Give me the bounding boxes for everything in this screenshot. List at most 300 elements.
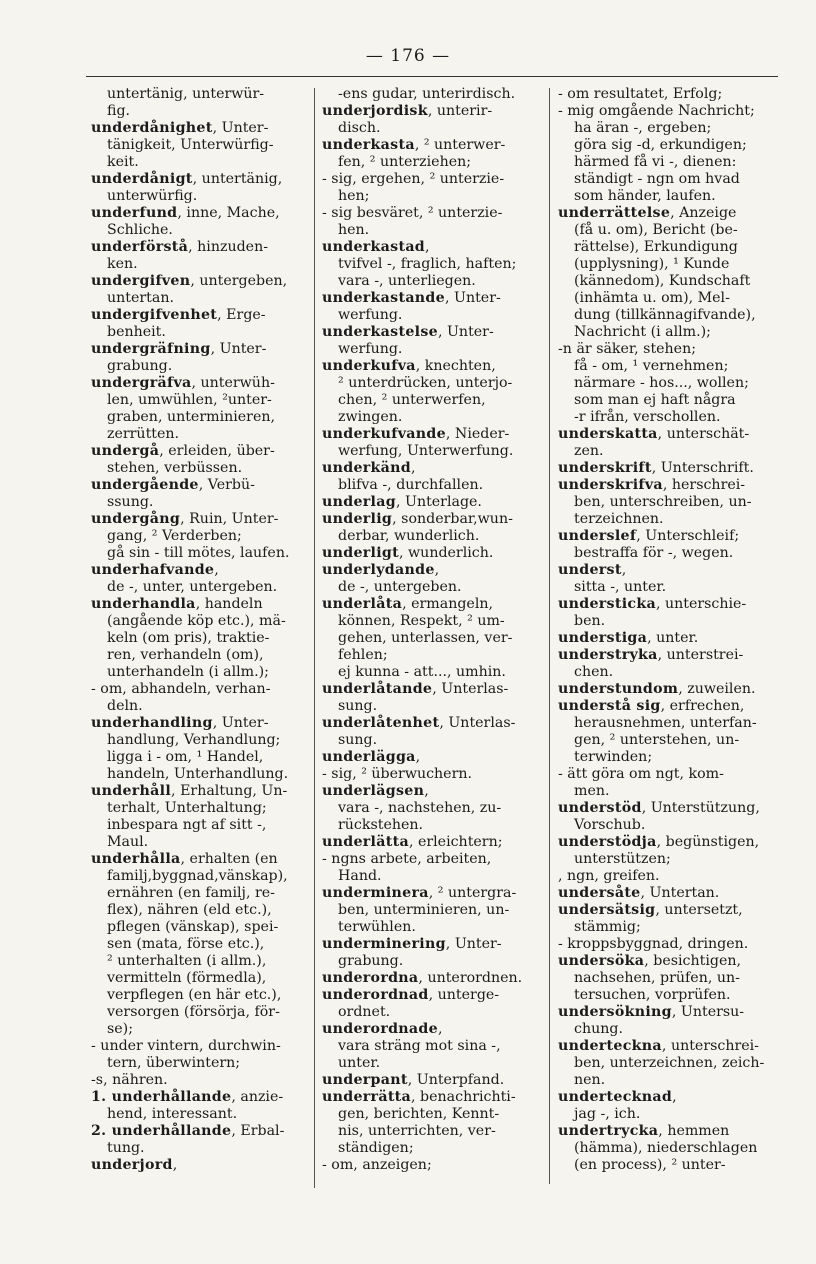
dictionary-text-line [322,647,544,664]
definition-text: (få u. om), Bericht (be- [574,222,738,238]
dictionary-text-line [322,392,544,409]
definition-text: , Unter- [444,290,501,306]
definition-text: , Unterlas- [439,715,516,731]
headword: underlägga [322,749,416,765]
headword: underrätta [322,1089,412,1105]
definition-text: få - om, ¹ vernehmen; [574,358,729,374]
dictionary-headword-line [558,1038,778,1055]
definition-text: Nachricht (i allm.); [574,324,711,340]
dictionary-text-line [322,341,544,358]
headword: underlåta [322,596,403,612]
definition-text: stehen, verbüssen. [107,460,243,476]
definition-text: werfung, Unterwerfung. [338,443,514,459]
definition-text: terwühlen. [338,919,416,935]
definition-text: , erhalten (en [180,851,278,867]
dictionary-text-line [558,324,778,341]
headword: underkastelse [322,324,438,340]
definition-text: , erleichtern; [408,834,503,850]
definition-text: dung (tillkännagifvande), [574,307,756,323]
definition-text: unterhandeln (i allm.); [107,664,269,680]
dictionary-headword-line [322,715,544,732]
headword: underhafvande [91,562,215,578]
dictionary-text-line [91,154,309,171]
headword: underkastande [322,290,445,306]
dictionary-headword-line [91,562,309,579]
column-right [558,86,778,1174]
dictionary-text-line [91,664,309,681]
dictionary-headword-line [322,137,544,154]
dictionary-headword-line [91,341,309,358]
definition-text: - sig, ² überwuchern. [322,766,473,782]
definition-text: , begünstigen, [656,834,760,850]
headword: understöd [558,800,642,816]
definition-text: (en process), ² unter- [574,1157,726,1173]
dictionary-text-line [322,868,544,885]
dictionary-text-line [558,664,778,681]
definition-text: Maul. [107,834,149,850]
definition-text: , Unter- [212,120,269,136]
definition-text: , [434,562,440,578]
dictionary-headword-line [91,851,309,868]
definition-text: tänigkeit, Unterwürfig- [107,137,274,153]
definition-text: , knechten, [415,358,496,374]
definition-text: gehen, unterlassen, ver- [338,630,513,646]
dictionary-text-line [558,987,778,1004]
dictionary-headword-line [322,681,544,698]
definition-text: -s, nähren. [91,1072,168,1088]
headword: undertecknad [558,1089,673,1105]
headword: underförstå [91,239,189,255]
headword: undersätsig [558,902,656,918]
dictionary-text-line [91,86,309,103]
dictionary-headword-line [91,273,309,290]
dictionary-text-line [558,1106,778,1123]
definition-text: keln (om pris), traktie- [107,630,270,646]
definition-text: - sig besväret, ² unterzie- [322,205,503,221]
dictionary-text-line [91,324,309,341]
dictionary-text-line [91,579,309,596]
definition-text: versorgen (försörja, för- [107,1004,280,1020]
definition-text: , Unterlas- [432,681,509,697]
dictionary-text-line [322,1038,544,1055]
dictionary-text-line [91,256,309,273]
dictionary-headword-line [91,715,309,732]
definition-text: , [437,1021,443,1037]
definition-text: - ngns arbete, arbeiten, [322,851,492,867]
dictionary-text-line [558,1157,778,1174]
headword: underskrift [558,460,652,476]
headword: underdånigt [91,171,193,187]
dictionary-text-line [91,426,309,443]
headword: underdånighet [91,120,213,136]
headword: underhålla [91,851,181,867]
headword: underminera [322,885,429,901]
headword: underligt [322,545,400,561]
dictionary-text-line [322,375,544,392]
dictionary-text-line [558,970,778,987]
dictionary-headword-line [558,953,778,970]
dictionary-headword-line [322,562,544,579]
dictionary-text-line [91,1140,309,1157]
headword: underlig [322,511,393,527]
dictionary-text-line [322,800,544,817]
headword: underminering [322,936,446,952]
definition-text: , Unter- [445,936,502,952]
dictionary-text-line [558,1072,778,1089]
dictionary-text-line [322,902,544,919]
dictionary-text-line [322,222,544,239]
definition-text: närmare - hos..., wollen; [574,375,749,391]
definition-text: tung. [107,1140,145,1156]
headword: underordnade [322,1021,438,1037]
definition-text: sitta -, unter. [574,579,667,595]
dictionary-text-line [322,630,544,647]
definition-text: , Anzeige [670,205,737,221]
dictionary-text-line [91,970,309,987]
definition-text: , ² unterwer- [414,137,506,153]
definition-text: , unterwüh- [191,375,275,391]
definition-text: , sonderbar,wun- [392,511,513,527]
dictionary-text-line [558,715,778,732]
dictionary-headword-line [322,1072,544,1089]
definition-text: ben. [574,613,606,629]
dictionary-text-line [91,528,309,545]
definition-text: , Nieder- [445,426,510,442]
definition-text: unter. [338,1055,381,1071]
definition-text: ² unterdrücken, unterjo- [338,375,513,391]
headword: undersöka [558,953,645,969]
dictionary-text-line [91,103,309,120]
dictionary-text-line [558,86,778,103]
dictionary-headword-line [322,970,544,987]
definition-text: unterstützen; [574,851,671,867]
definition-text: ren, verhandeln (om), [107,647,264,663]
definition-text: - ätt göra om ngt, kom- [558,766,724,782]
definition-text: se); [107,1021,133,1037]
definition-text: nachsehen, prüfen, un- [574,970,740,986]
dictionary-text-line [91,919,309,936]
definition-text: , zuweilen. [678,681,756,697]
dictionary-text-line [558,613,778,630]
definition-text: , unterschrei- [661,1038,759,1054]
dictionary-text-line [558,749,778,766]
definition-text: vermitteln (förmedla), [107,970,267,986]
definition-text: göra sig -d, erkundigen; [574,137,747,153]
definition-text: nis, unterrichten, ver- [338,1123,496,1139]
headword: underpant [322,1072,408,1088]
definition-text: ha äran -, ergeben; [574,120,712,136]
definition-text: zerrütten. [107,426,180,442]
headword: understå sig [558,698,661,714]
definition-text: jag -, ich. [574,1106,641,1122]
definition-text: ssung. [107,494,154,510]
header-rule [86,76,778,77]
dictionary-text-line [558,409,778,426]
dictionary-headword-line [322,783,544,800]
definition-text: , unterordnen. [418,970,523,986]
dictionary-headword-line [322,834,544,851]
dictionary-text-line [91,953,309,970]
headword: underhåll [91,783,172,799]
dictionary-headword-line [91,205,309,222]
headword: underlåtande [322,681,433,697]
definition-text: , unterstrei- [657,647,744,663]
headword: underordna [322,970,419,986]
dictionary-text-line [322,86,544,103]
dictionary-headword-line [322,460,544,477]
definition-text: härmed få vi -, dienen: [574,154,737,170]
definition-text: , unterschie- [655,596,747,612]
definition-text: , Untertan. [640,885,720,901]
dictionary-text-line [558,732,778,749]
headword: underlag [322,494,396,510]
dictionary-headword-line [91,596,309,613]
dictionary-text-line [91,732,309,749]
dictionary-headword-line [558,800,778,817]
dictionary-headword-line [558,1089,778,1106]
definition-text: , [415,749,421,765]
dictionary-text-line [91,613,309,630]
definition-text: chen, ² unterwerfen, [338,392,486,408]
definition-text: - om, abhandeln, verhan- [91,681,271,697]
definition-text: , Untersu- [671,1004,745,1020]
dictionary-text-line [91,1106,309,1123]
definition-text: , Unterpfand. [407,1072,505,1088]
dictionary-headword-line [558,902,778,919]
headword: underslef [558,528,637,544]
definition-text: familj,byggnad,vänskap), [107,868,288,884]
definition-text: (hämma), niederschlagen [574,1140,758,1156]
definition-text: ordnet. [338,1004,391,1020]
headword: underrättelse [558,205,671,221]
headword: underlätta [322,834,409,850]
dictionary-text-line [322,919,544,936]
definition-text: -r ifrån, verschollen. [574,409,721,425]
definition-text: tvifvel -, fraglich, haften; [338,256,517,272]
definition-text: chen. [574,664,614,680]
dictionary-headword-line [91,1157,309,1174]
definition-text: , Ruin, Unter- [180,511,279,527]
definition-text: , [172,1157,178,1173]
definition-text: , herschrei- [662,477,746,493]
definition-text: handlung, Verhandlung; [107,732,281,748]
definition-text: , untersetzt, [655,902,743,918]
dictionary-headword-line [91,783,309,800]
dictionary-headword-line [558,885,778,902]
headword: undergång [91,511,181,527]
headword: underfund [91,205,178,221]
definition-text: rättelse), Erkundigung [574,239,738,255]
dictionary-headword-line [322,936,544,953]
dictionary-text-line [91,800,309,817]
dictionary-text-line [322,1004,544,1021]
dictionary-text-line [558,290,778,307]
definition-text: keit. [107,154,139,170]
dictionary-headword-line [558,528,778,545]
definition-text: de -, untergeben. [338,579,462,595]
definition-text: untertan. [107,290,174,306]
dictionary-text-line [558,1021,778,1038]
dictionary-headword-line [91,443,309,460]
dictionary-text-line [322,307,544,324]
dictionary-headword-line [322,749,544,766]
definition-text: gen, berichten, Kennt- [338,1106,500,1122]
dictionary-headword-line [558,1123,778,1140]
dictionary-text-line [322,120,544,137]
dictionary-text-line [558,936,778,953]
dictionary-headword-line [322,511,544,528]
dictionary-text-line [558,783,778,800]
dictionary-headword-line [91,375,309,392]
dictionary-headword-line [91,307,309,324]
definition-text: , ermangeln, [402,596,494,612]
definition-text: , Unterschrift. [651,460,754,476]
dictionary-text-line [322,817,544,834]
definition-text: (kännedom), Kundschaft [574,273,751,289]
definition-text: , unterge- [428,987,500,1003]
dictionary-text-line [322,1157,544,1174]
dictionary-text-line [558,511,778,528]
headword: understicka [558,596,656,612]
dictionary-headword-line [91,1089,309,1106]
definition-text: rückstehen. [338,817,424,833]
definition-text: (inhämta u. om), Mel- [574,290,730,306]
dictionary-text-line [91,766,309,783]
dictionary-text-line [91,290,309,307]
dictionary-text-line [91,698,309,715]
definition-text: nen. [574,1072,606,1088]
definition-text: benheit. [107,324,166,340]
dictionary-text-line [558,358,778,375]
definition-text: - om, anzeigen; [322,1157,432,1173]
headword: undergå [91,443,160,459]
definition-text: herausnehmen, unterfan- [574,715,757,731]
definition-text: - kroppsbyggnad, dringen. [558,936,749,952]
dictionary-text-line [322,953,544,970]
dictionary-headword-line [558,205,778,222]
headword: underhandling [91,715,213,731]
definition-text: , unterir- [427,103,493,119]
dictionary-headword-line [91,120,309,137]
definition-text: (angående köp etc.), mä- [107,613,286,629]
headword: underkufvande [322,426,446,442]
definition-text: , unterschät- [657,426,750,442]
definition-text: , ² untergra- [428,885,517,901]
dictionary-headword-line [322,239,544,256]
dictionary-headword-line [91,477,309,494]
dictionary-text-line [322,443,544,460]
definition-text: stämmig; [574,919,641,935]
definition-text: können, Respekt, ² um- [338,613,505,629]
dictionary-text-line [558,919,778,936]
headword: underjordisk [322,103,428,119]
dictionary-headword-line [322,426,544,443]
dictionary-headword-line [558,477,778,494]
definition-text: , wunderlich. [399,545,494,561]
definition-text: , Unter- [437,324,494,340]
dictionary-text-line [91,222,309,239]
dictionary-text-line [322,579,544,596]
dictionary-text-line [91,681,309,698]
definition-text: ständigt - ngn om hvad [574,171,740,187]
definition-text: , benachrichti- [411,1089,516,1105]
definition-text: vara sträng mot sina -, [338,1038,501,1054]
headword: underst [558,562,622,578]
definition-text: , [672,1089,677,1105]
definition-text: , untergeben, [190,273,288,289]
definition-text: -ens gudar, unterirdisch. [338,86,516,102]
definition-text: , Unterstützung, [641,800,760,816]
dictionary-headword-line [91,239,309,256]
headword: 1. underhållande [91,1089,232,1105]
definition-text: som händer, laufen. [574,188,716,204]
dictionary-text-line [91,834,309,851]
definition-text: grabung. [338,953,404,969]
headword: underkufva [322,358,416,374]
dictionary-headword-line [558,834,778,851]
definition-text: grabung. [107,358,173,374]
dictionary-headword-line [322,885,544,902]
headword: undergräfning [91,341,211,357]
definition-text: , [425,239,430,255]
headword: undergifven [91,273,191,289]
dictionary-text-line [558,766,778,783]
headword: understryka [558,647,658,663]
definition-text: derbar, wunderlich. [338,528,480,544]
dictionary-text-line [91,460,309,477]
definition-text: zwingen. [338,409,403,425]
dictionary-text-line [91,987,309,1004]
dictionary-text-line [322,409,544,426]
definition-text: werfung. [338,341,403,357]
dictionary-headword-line [322,596,544,613]
dictionary-headword-line [91,1123,309,1140]
column-left [91,86,309,1174]
headword: underskrifva [558,477,663,493]
definition-text: , Verbü- [198,477,255,493]
definition-text: - om resultatet, Erfolg; [558,86,723,102]
dictionary-text-line [322,1123,544,1140]
dictionary-headword-line [91,171,309,188]
headword: underlägsen [322,783,425,799]
dictionary-text-line [91,817,309,834]
headword: understödja [558,834,657,850]
dictionary-headword-line [322,324,544,341]
dictionary-text-line [558,222,778,239]
definition-text: hen; [338,188,370,204]
headword: underlydande [322,562,435,578]
dictionary-text-line [558,494,778,511]
headword: undersökning [558,1004,672,1020]
definition-text: - under vintern, durchwin- [91,1038,281,1054]
definition-text: terwinden; [574,749,653,765]
definition-text: ben, unterminieren, un- [338,902,510,918]
definition-text: fen, ² unterziehen; [338,154,472,170]
dictionary-headword-line [322,103,544,120]
definition-text: , anzie- [231,1089,284,1105]
definition-text: som man ej haft några [574,392,736,408]
dictionary-text-line [91,936,309,953]
dictionary-headword-line [322,290,544,307]
definition-text: ben, unterzeichnen, zeich- [574,1055,765,1071]
dictionary-text-line [91,868,309,885]
definition-text: - mig omgående Nachricht; [558,103,755,119]
dictionary-headword-line [558,698,778,715]
dictionary-headword-line [558,630,778,647]
definition-text: deln. [107,698,143,714]
definition-text: ernähren (en familj, re- [107,885,275,901]
column-separator [549,88,550,1184]
